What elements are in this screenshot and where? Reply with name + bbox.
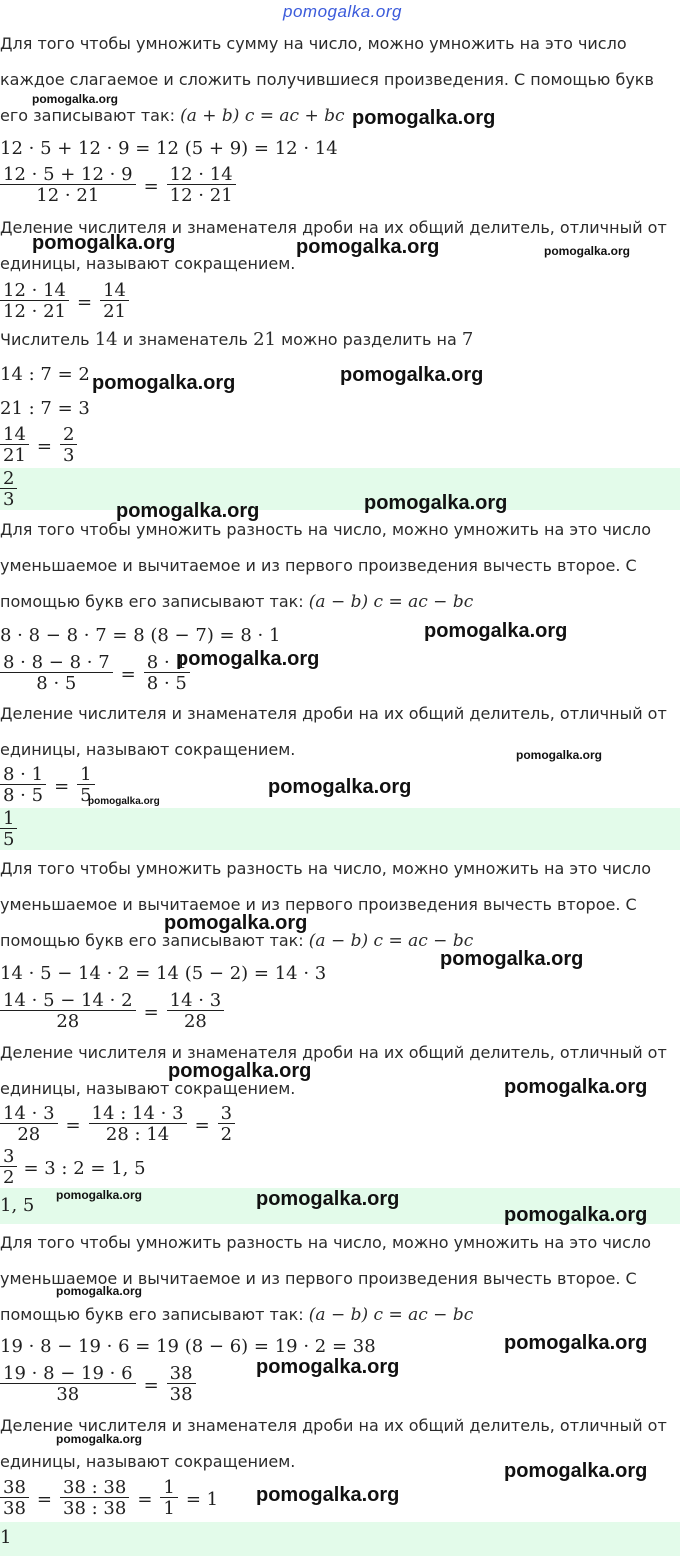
- denominator: 12 · 21: [3, 301, 66, 322]
- ex1-answer-box: [0, 468, 680, 510]
- numerator: 8 · 1: [0, 764, 46, 785]
- watermark: pomogalka.org: [56, 1188, 143, 1202]
- denominator: 38 : 38: [63, 1498, 127, 1519]
- denominator: 38: [3, 1498, 26, 1519]
- watermark: pomogalka.org: [504, 1204, 648, 1226]
- numerator: 14 · 5 − 14 · 2: [0, 990, 136, 1011]
- rule-reduce-line2: единицы, называют сокращением.: [0, 740, 296, 759]
- rule-sum-formula: (a + b) c = ac + bc: [180, 106, 345, 126]
- ex1-division-1: 14 : 7 = 2: [0, 364, 90, 385]
- denominator: 5: [3, 829, 15, 848]
- numerator: 12 · 14: [167, 164, 236, 185]
- ex1-fraction-1: [0, 164, 136, 208]
- ex3-fraction-4: [89, 1103, 187, 1147]
- ex4-reduce-line: [0, 1477, 218, 1521]
- ex4-fraction-1: [0, 1363, 136, 1407]
- rule-sum-line2: каждое слагаемое и сложить получившиеся произведения. С помощью букв: [0, 70, 654, 89]
- denominator: 28 : 14: [105, 1124, 170, 1145]
- rule-diff-line2: уменьшаемое и вычитаемое и из первого произведения вычесть второе. С: [0, 895, 637, 914]
- numerator: 8 · 8 − 8 · 7: [0, 652, 113, 673]
- ex1-fraction-3: [0, 280, 69, 324]
- denominator: 12 · 21: [169, 185, 233, 206]
- rule-reduce-line2: единицы, называют сокращением.: [0, 1452, 296, 1471]
- ex2-fraction-3: [0, 764, 46, 808]
- numerator: 1: [77, 764, 94, 785]
- rule-diff-line2: уменьшаемое и вычитаемое и из первого произведения вычесть второе. С: [0, 556, 637, 575]
- note-number: 14: [94, 329, 118, 350]
- denominator: 28: [183, 1011, 207, 1032]
- ex4-answer: 1: [0, 1527, 12, 1548]
- watermark: pomogalka.org: [32, 232, 176, 254]
- note-number: 7: [461, 329, 474, 350]
- ex3-fraction-2: [167, 990, 225, 1034]
- watermark: pomogalka.org: [440, 948, 584, 970]
- numerator: 14 : 14 · 3: [89, 1103, 187, 1124]
- ex1-answer-fraction: [0, 468, 17, 508]
- rule-diff-text: помощью букв его записывают так:: [0, 931, 304, 950]
- rule-diff-text: помощью букв его записывают так:: [0, 592, 304, 611]
- note-number: 21: [253, 329, 276, 350]
- watermark: pomogalka.org: [32, 92, 119, 106]
- note-text: Числитель: [0, 330, 90, 349]
- rule-reduce-line1: Деление числителя и знаменателя дроби на их общий делитель, отличный от: [0, 1043, 667, 1062]
- ex1-division-2: 21 : 7 = 3: [0, 398, 90, 419]
- rule-diff-line1: Для того чтобы умножить разность на число, можно умножить на это число: [0, 1233, 651, 1252]
- ex1-answer: [0, 468, 17, 508]
- numerator: 12 · 5 + 12 · 9: [0, 164, 136, 185]
- ex1-result-line: [0, 424, 77, 468]
- rule-diff-line1: Для того чтобы умножить разность на число, можно умножить на это число: [0, 520, 651, 539]
- equals-sign: =: [120, 663, 136, 685]
- note-text: и знаменатель: [122, 330, 248, 349]
- ex4-fraction-line: [0, 1363, 196, 1407]
- ex2-answer-fraction: [0, 808, 17, 848]
- denominator: 8 · 5: [3, 785, 44, 806]
- ex1-fraction-line: [0, 164, 236, 208]
- denominator: 21: [3, 445, 26, 466]
- ex2-answer-box: [0, 808, 680, 850]
- rule-diff-line3: [0, 592, 473, 612]
- ex2-answer: [0, 808, 17, 848]
- numerator: 19 · 8 − 19 · 6: [0, 1363, 136, 1384]
- rule-diff-line1: Для того чтобы умножить разность на число, можно умножить на это число: [0, 859, 651, 878]
- watermark: pomogalka.org: [256, 1356, 400, 1378]
- numerator: 3: [0, 1146, 17, 1167]
- rule-diff-formula: (a − b) c = ac − bc: [308, 592, 474, 612]
- rule-diff-line3: [0, 1305, 473, 1325]
- numerator: 2: [60, 424, 77, 445]
- watermark: pomogalka.org: [56, 1284, 143, 1298]
- rule-reduce-line2: единицы, называют сокращением.: [0, 1079, 296, 1098]
- numerator: 1: [0, 808, 17, 829]
- watermark: pomogalka.org: [56, 1432, 143, 1446]
- denominator: 8 · 5: [36, 673, 77, 694]
- ex3-reduce-line: [0, 1103, 235, 1147]
- note-text: можно разделить на: [281, 330, 457, 349]
- watermark: pomogalka.org: [504, 1460, 648, 1482]
- ex2-fraction-line: [0, 652, 190, 696]
- denominator: 28: [17, 1124, 41, 1145]
- site-header-link[interactable]: pomogalka.org: [283, 2, 402, 21]
- rule-sum-line1: Для того чтобы умножить сумму на число, можно умножить на это число: [0, 34, 627, 53]
- numerator: 8 · 1: [144, 652, 190, 673]
- denominator: 3: [63, 445, 75, 466]
- equals-sign: =: [36, 1488, 52, 1510]
- watermark: pomogalka.org: [256, 1188, 400, 1210]
- numerator: 14: [0, 424, 29, 445]
- denominator: 1: [163, 1498, 175, 1519]
- equals-sign: =: [194, 1114, 210, 1136]
- ex3-equation: 14 · 5 − 14 · 2 = 14 (5 − 2) = 14 · 3: [0, 963, 327, 984]
- ex4-answer-box: [0, 1522, 680, 1556]
- numerator: 14: [100, 280, 129, 301]
- ex4-fraction-4: [60, 1477, 129, 1521]
- rule-reduce-line1: Деление числителя и знаменателя дроби на их общий делитель, отличный от: [0, 704, 667, 723]
- numerator: 12 · 14: [0, 280, 69, 301]
- denominator: 28: [56, 1011, 80, 1032]
- rule-reduce-line1: Деление числителя и знаменателя дроби на их общий делитель, отличный от: [0, 1416, 667, 1435]
- numerator: 3: [218, 1103, 235, 1124]
- ex1-equation: 12 · 5 + 12 · 9 = 12 (5 + 9) = 12 · 14: [0, 138, 338, 159]
- denominator: 8 · 5: [146, 673, 187, 694]
- watermark: pomogalka.org: [424, 620, 568, 642]
- denominator: 12 · 21: [36, 185, 100, 206]
- denominator: 38: [169, 1384, 193, 1405]
- ex3-fraction-1: [0, 990, 136, 1034]
- watermark: pomogalka.org: [88, 796, 160, 807]
- ex2-fraction-1: [0, 652, 113, 696]
- ex4-tail: = 1: [185, 1488, 219, 1510]
- ex2-reduce-line: [0, 764, 95, 808]
- ex3-fraction-line: [0, 990, 224, 1034]
- ex1-reduce-line: [0, 280, 129, 324]
- watermark: pomogalka.org: [352, 107, 496, 129]
- numerator: 38 : 38: [60, 1477, 129, 1498]
- ex1-fraction-6: [60, 424, 77, 468]
- watermark: pomogalka.org: [164, 912, 308, 934]
- watermark: pomogalka.org: [544, 244, 631, 258]
- equals-sign: =: [143, 175, 159, 197]
- denominator: 2: [220, 1124, 233, 1145]
- rule-diff-formula: (a − b) c = ac − bc: [308, 931, 474, 951]
- denominator: 38: [56, 1384, 80, 1405]
- watermark: pomogalka.org: [176, 648, 320, 670]
- numerator: 38: [167, 1363, 196, 1384]
- equals-sign: =: [54, 775, 70, 797]
- ex4-equation: 19 · 8 − 19 · 6 = 19 (8 − 6) = 19 · 2 = 38: [0, 1336, 376, 1357]
- rule-sum-text: его записывают так:: [0, 106, 176, 125]
- ex4-fraction-2: [167, 1363, 196, 1407]
- ex3-fraction-3: [0, 1103, 58, 1147]
- equals-sign: =: [36, 435, 52, 457]
- equals-sign: =: [65, 1114, 81, 1136]
- rule-reduce-line2: единицы, называют сокращением.: [0, 254, 296, 273]
- rule-sum-line3: [0, 106, 345, 126]
- watermark: pomogalka.org: [296, 236, 440, 258]
- equals-sign: =: [137, 1488, 153, 1510]
- equals-sign: =: [76, 291, 93, 313]
- watermark: pomogalka.org: [168, 1060, 312, 1082]
- ex4-fraction-5: [160, 1477, 177, 1521]
- denominator: 2: [3, 1167, 15, 1188]
- ex1-fraction-2: [167, 164, 236, 208]
- denominator: 3: [3, 489, 15, 508]
- ex1-fraction-5: [0, 424, 29, 468]
- numerator: 14 · 3: [167, 990, 225, 1011]
- watermark: pomogalka.org: [504, 1076, 648, 1098]
- watermark: pomogalka.org: [116, 500, 260, 522]
- rule-diff-line2: уменьшаемое и вычитаемое и из первого произведения вычесть второе. С: [0, 1269, 637, 1288]
- equals-sign: =: [143, 1374, 159, 1396]
- watermark: pomogalka.org: [256, 1484, 400, 1506]
- equals-sign: =: [143, 1001, 159, 1023]
- ex3-fraction-5: [218, 1103, 235, 1147]
- ex1-fraction-4: [100, 280, 129, 324]
- watermark: pomogalka.org: [340, 364, 484, 386]
- watermark: pomogalka.org: [268, 776, 412, 798]
- watermark: pomogalka.org: [516, 748, 603, 762]
- ex4-fraction-3: [0, 1477, 29, 1521]
- watermark: pomogalka.org: [364, 492, 508, 514]
- watermark: pomogalka.org: [504, 1332, 648, 1354]
- ex2-equation: 8 · 8 − 8 · 7 = 8 (8 − 7) = 8 · 1: [0, 625, 281, 646]
- denominator: 21: [103, 301, 126, 322]
- ex3-answer: 1, 5: [0, 1195, 35, 1216]
- numerator: 1: [160, 1477, 177, 1498]
- denominator: 5: [80, 785, 92, 806]
- ex3-decimal-line: [0, 1146, 146, 1190]
- numerator: 38: [0, 1477, 29, 1498]
- numerator: 14 · 3: [0, 1103, 58, 1124]
- watermark: pomogalka.org: [92, 372, 236, 394]
- ex3-decimal-tail: = 3 : 2 = 1, 5: [23, 1157, 146, 1179]
- rule-reduce-line1: Деление числителя и знаменателя дроби на их общий делитель, отличный от: [0, 218, 667, 237]
- numerator: 2: [0, 468, 17, 489]
- ex3-fraction-6: [0, 1146, 17, 1190]
- rule-diff-text: помощью букв его записывают так:: [0, 1305, 304, 1324]
- ex1-note: [0, 330, 473, 350]
- rule-diff-formula: (a − b) c = ac − bc: [308, 1305, 474, 1325]
